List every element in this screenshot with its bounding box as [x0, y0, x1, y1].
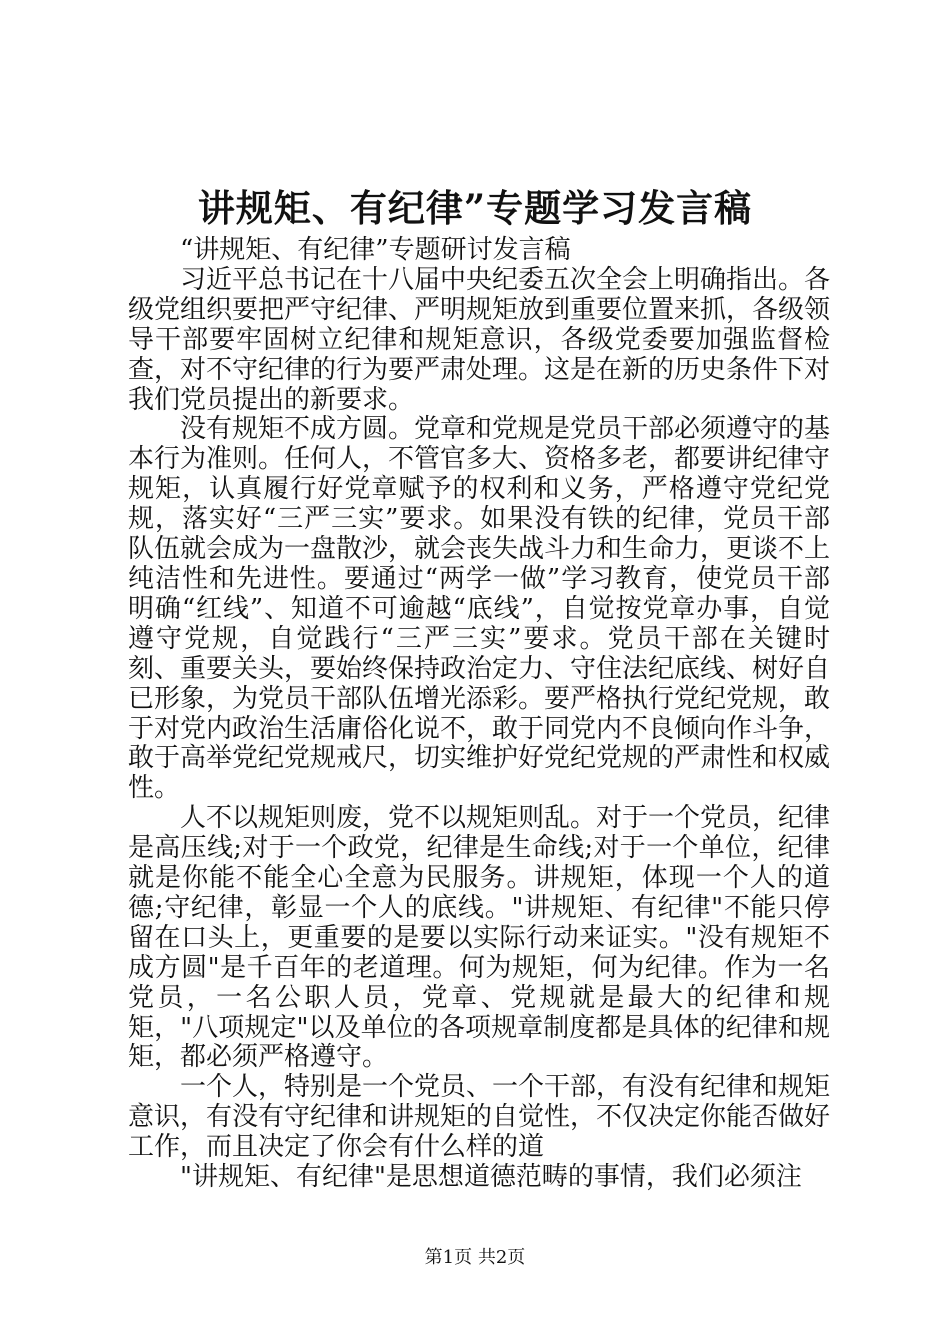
document-title: 讲规矩、有纪律”专题学习发言稿 — [197, 186, 753, 230]
paragraph: 习近平总书记在十八届中央纪委五次全会上明确指出。各级党组织要把严守纪律、严明规矩放到重要位置来抓，各级领导干部要牢固树立纪律和规矩意识，各级党委要加强监督检查，对不守纪律的行为要严肃处理。这是在新的历史条件下对我们党员提出的新要求。 — [128, 264, 831, 415]
paragraph: 没有规矩不成方圆。党章和党规是党员干部必须遵守的基本行为准则。任何人，不管官多大、资格多老，都要讲纪律守规矩，认真履行好党章赋予的权利和义务，严格遵守党纪党规，落实好“三严三实”要求。如果没有铁的纪律，党员干部队伍就会成为一盘散沙，就会丧失战斗力和生命力，更谈不上纯洁性和先进性。要通过“两学一做”学习教育，使党员干部明确“红线”、知道不可逾越“底线”，自觉按党章办事，自觉遵守党规，自觉践行“三严三实”要求。党员干部在关键时刻、重要关头，要始终保持政治定力、守住法纪底线、树好自已形象，为党员干部队伍增光添彩。要严格执行党纪党规，敢于对党内政治生活庸俗化说不，敢于同党内不良倾向作斗争，敢于高举党纪党规戒尺，切实维护好党纪党规的严肃性和权威性。 — [128, 414, 831, 804]
paragraph-subtitle: “讲规矩、有纪律”专题研讨发言稿 — [180, 235, 571, 265]
paragraph: "讲规矩、有纪律"是思想道德范畴的事情，我们必须注 — [180, 1162, 802, 1193]
page-footer: 第1页 共2页 — [424, 1247, 526, 1268]
paragraph: 一个人，特别是一个党员、一个干部，有没有纪律和规矩意识，有没有守纪律和讲规矩的自觉性，不仅决定你能否做好工作，而且决定了你会有什么样的道 — [128, 1072, 831, 1163]
document-body — [128, 236, 830, 1193]
paragraph: 人不以规矩则废，党不以规矩则乱。对于一个党员，纪律是高压线;对于一个政党，纪律是生命线;对于一个单位，纪律就是你能不能全心全意为民服务。讲规矩，体现一个人的道德;守纪律，彰显一个人的底线。"讲规矩、有纪律"不能只停留在口头上，更重要的是要以实际行动来证实。"没有规矩不成方圆"是千百年的老道理。何为规矩，何为纪律。作为一名党员，一名公职人员，党章、党规就是最大的纪律和规矩，"八项规定"以及单位的各项规章制度都是具体的纪律和规矩，都必须严格遵守。 — [128, 803, 831, 1073]
